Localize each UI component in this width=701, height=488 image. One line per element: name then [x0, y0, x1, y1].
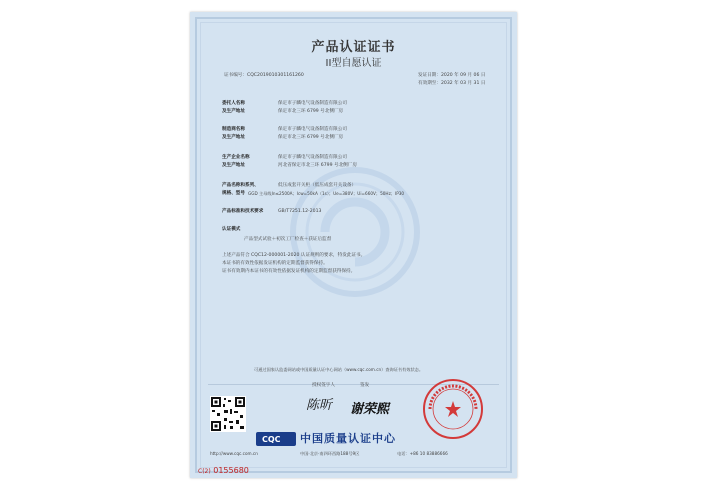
product-model-label: 规格、型号 — [222, 191, 245, 196]
manufacturer-name-label: 制造商名称 — [222, 127, 245, 132]
client-name-label: 委托人名称 — [222, 101, 245, 106]
factory-address-value: 河北省保定市北三环 6799 号北侧厂房 — [278, 163, 357, 168]
cert-mode-label: 认证模式 — [222, 227, 241, 232]
client-address-label: 及生产地址 — [222, 109, 245, 114]
seal-label: 签发 — [360, 383, 370, 388]
serial-number — [198, 466, 249, 475]
serial-value: 0155680 — [213, 466, 249, 475]
cert-number — [224, 74, 304, 79]
client-address-value: 保定市北三环 6799 号北侧厂房 — [278, 109, 344, 114]
manufacturer-address-value: 保定市北三环 6799 号北侧厂房 — [278, 135, 344, 140]
manufacturer-address-label: 及生产地址 — [222, 135, 245, 140]
factory-name-value: 保定市子麟电气设备制造有限公司 — [278, 155, 347, 160]
signatory-label: 授权签字人 — [312, 383, 335, 388]
product-name-label: 产品名称和系列、 — [222, 183, 259, 188]
factory-address-label: 及生产地址 — [222, 163, 245, 168]
organization-name: 中国质量认证中心 — [300, 432, 396, 445]
website: http://www.cqc.com.cn — [210, 451, 258, 456]
serial-prefix: C(2) — [198, 468, 211, 475]
statement-1: 上述产品符合 CQC12-000001-2020 认证规则的要求，特发此证书。 — [222, 253, 366, 258]
client-name-value: 保定市子麟电气设备制造有限公司 — [278, 101, 347, 106]
issue-date: 发证日期：2020 年 09 月 06 日 — [418, 73, 486, 78]
standard-label: 产品标准和技术要求 — [222, 209, 264, 214]
cert-number-label: 证书编号： — [224, 73, 247, 78]
factory-name-label: 生产企业名称 — [222, 155, 250, 160]
certificate-subtitle: II型自愿认证 — [325, 58, 382, 69]
cqc-logo-text: CQC — [262, 435, 281, 444]
valid-date: 有效期至：2032 年 03 月 31 日 — [418, 81, 486, 86]
cert-mode-value: 产品型式试验＋初次工厂检查＋获证后监督 — [244, 237, 332, 242]
cert-number-value: CQC2019010301161260 — [246, 73, 304, 78]
statement-3: 证书有效期内本证书的有效性依据发证机构的定期监督获得保持。 — [222, 269, 356, 274]
certificate-title: 产品认证证书 — [311, 40, 396, 55]
verification-note: 可通过国家认监委网站或中国质量认证中心网站（www.cqc.com.cn）查询证书有效状态。 — [254, 367, 424, 372]
product-model-value: GGD 主母线In≤2500A；Icw=50kA（1s）；Ue=380V；Ui=660V；50Hz；IP30 — [248, 191, 405, 196]
cqc-red-seal-icon — [422, 378, 484, 440]
standard-value: GB/T7251.12-2013 — [278, 209, 322, 214]
manufacturer-name-value: 保定市子麟电气设备制造有限公司 — [278, 127, 347, 132]
address-phone: 中国·北京·南四环西路188号9区 电话：+86 10 83886666 — [300, 451, 448, 456]
statement-2: 本证书的有效性依据发证机构的定期监督获得保持。 — [222, 261, 328, 266]
certificate-document — [190, 12, 517, 478]
signature-1: 陈昕 — [306, 398, 333, 413]
product-name-value: 低压成套开关柜（低压成套开关设备） — [278, 183, 357, 188]
qr-code-icon — [210, 396, 246, 432]
signature-2: 谢荣熙 — [350, 402, 390, 417]
